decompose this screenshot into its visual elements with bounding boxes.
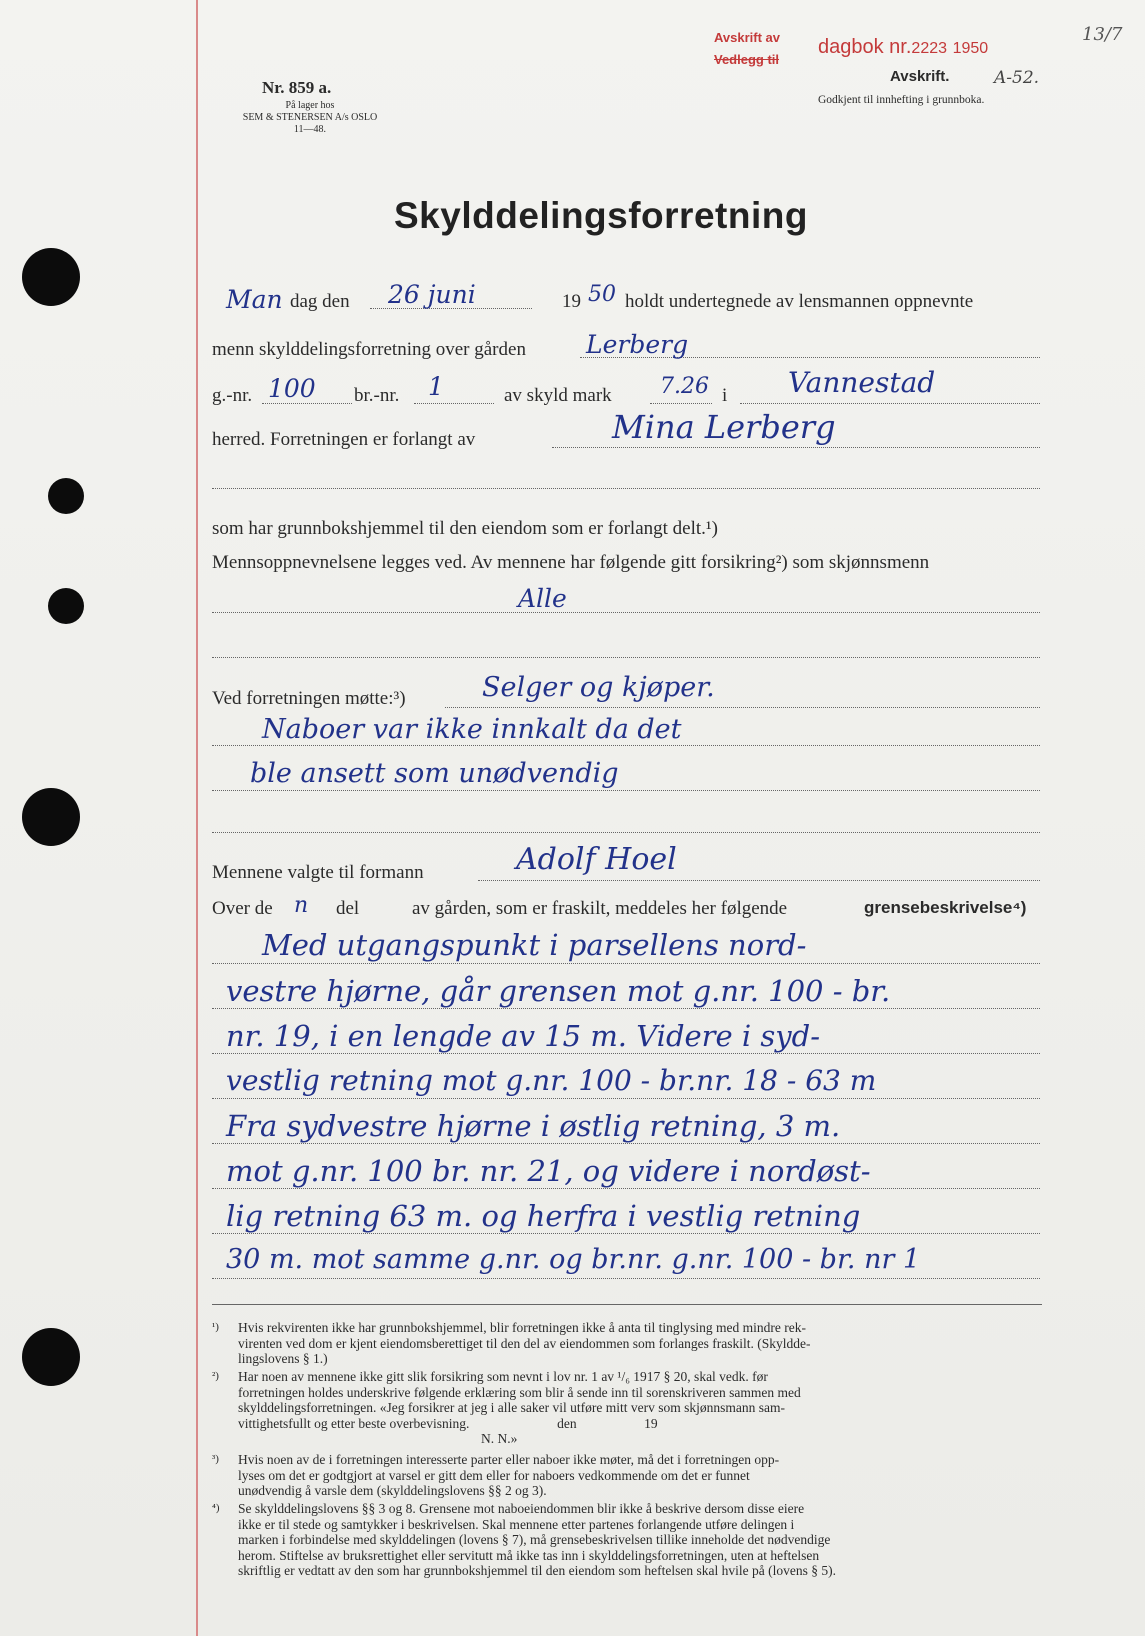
printer-imprint: På lager hos SEM & STENERSEN A/s OSLO 11—48. [242,100,378,135]
form-number: Nr. 859 a. [262,78,332,97]
oppnevnelse-text: Mennsoppnevnelsene legges ved. Av mennene har følgende gitt forsikring²) som skjønnsmenn [212,552,930,573]
line1-rest: holdt undertegnede av lensmannen oppnevnte [625,291,974,312]
grense-line: Med utgangspunkt i parsellens nord- [262,928,807,962]
bnr-value: 1 [428,372,444,401]
skyld-value: 7.26 [660,374,709,399]
date-handwritten: 26 juni [388,280,476,309]
mote-line: ble ansett som unødvendig [250,758,619,789]
grense-label: grensebeskrivelse⁴) [864,898,1027,917]
punch-hole [48,588,84,624]
year-prefix: 19 [562,291,581,312]
date-note: 13/7 [1082,24,1123,45]
day-suffix: dag den [290,291,350,312]
over-del: del [336,898,360,919]
punch-hole [22,1328,80,1386]
over-hand: n [294,893,309,918]
stamp-vedlegg-til: Vedlegg til [714,52,780,67]
formann-label: Mennene valgte til formann [212,862,424,883]
stamp-avskrift-av: Avskrift av [714,30,780,45]
grense-line: nr. 19, i en lengde av 15 m. Videre i syd- [226,1019,821,1053]
i-label: i [722,385,728,406]
avskrift-label: Avskrift. [890,68,950,85]
year-suffix: 50 [588,282,616,307]
over-rest: av gården, som er fraskilt, meddeles her følgende [412,898,788,919]
stamp-dagbok: dagbok nr.2223 1950 [818,36,989,58]
red-margin-line [196,0,198,1636]
punch-hole [22,248,80,306]
footnote-divider [212,1304,1042,1305]
formann-value: Adolf Hoel [516,842,677,877]
mote-line: Selger og kjøper. [482,672,715,703]
herred-value: Vannestad [788,366,936,399]
day-prefix: Man [226,285,283,314]
bnr-label: br.-nr. [354,385,400,406]
grense-line: lig retning 63 m. og herfra i vestlig retning [226,1199,861,1233]
requester: Mina Lerberg [612,408,836,446]
herred-label: herred. Forretningen er forlangt av [212,429,476,450]
mote-line: Naboer var ikke innkalt da det [262,714,682,745]
grunnbok-text: som har grunnbokshjemmel til den eiendom som er forlangt delt.¹) [212,518,718,539]
mote-label: Ved forretningen møtte:³) [212,688,406,709]
gnr-value: 100 [268,374,316,403]
punch-hole [22,788,80,846]
grense-line: vestlig retning mot g.nr. 100 - br.nr. 18 - 63 m [226,1064,877,1097]
document-title: Skylddelingsforretning [394,195,808,236]
skyld-label: av skyld mark [504,385,612,406]
gnr-label: g.-nr. [212,385,253,406]
forsikring-value: Alle [518,584,567,613]
over-prefix: Over de [212,898,273,919]
farm-name: Lerberg [586,330,689,359]
grense-line: 30 m. mot samme g.nr. og br.nr. g.nr. 100 - br. nr 1 [226,1244,921,1275]
document-page: Nr. 859 a. På lager hos SEM & STENERSEN A/s OSLO 11—48. Avskrift av Vedlegg til dagbok nr.2223 1950 13/7 Avskrift. A-52. Godkjent til innhefting i grunnboka. Skylddelingsforretning Man dag den 26 juni 19 50 holdt undertegnede av lensmannen oppnevnte menn skylddelingsforretning over gården Lerberg g.-nr. 100 br.-nr. 1 av skyld mark 7.26 i Vannestad herred. Forretningen er forlangt av Mina Lerberg som har grunnbokshjemmel til den eiendom som er forlangt delt.¹) Mennsoppnevnelsene legges ved. Av mennene har følgende gitt forsikring²) som skjønnsmenn Alle Ved forretningen møtte:³) Selger og kjøper. Naboer var ikke innkalt da det ble ansett som unødvendig Mennene valgte til formann Adolf Hoel Over de n del av gården, som er fraskilt, meddeles her følgende grensebeskrivelse⁴) Med utgangspunkt i parsellens nord- vestre hjørne, går grensen mot g.nr. 100 - br. nr. 19, i en lengde av 15 m. Videre i syd- vestlig retning mot g.nr. 100 - br.nr. 18 - 63 m Fra sydvestre hjørne i østlig retning, 3 m. mot g.nr. 100 br. nr. 21, og videre i nordøst- lig retning 63 m. og herfra i vestlig retning 30 m. mot samme g.nr. og br.nr. g.nr. 100 - br. nr 1 ¹) Hvis rekvirenten ikke har grunnbokshjemmel, blir forretningen ikke å anta til tinglysing med mindre rek- virenten ved dom er kjent eiendomsberettiget til den del av eiendommen som forlanges fraskilt. (Skyldde- lingslovens § 1.) ²) Har noen av mennene ikke gitt slik forsikring som nevnt i lov nr. 1 av ¹/₆ 1917 § 20, skal vedk. før forretningen holdes underskrive følgende erklæring som blir å sende inn til sorenskriveren sammen med skylddelingsforretningen. «Jeg forsikrer at jeg i alle saker vil utføre mitt verv som skjønnsmann sam- vittighetsfullt og etter beste overbevisning. den 19 N. N.» ³) Hvis noen av de i forretningen interesserte parter eller naboer ikke møter, må det i forretningen opp- lyses om det er godtgjort at varsel er gitt dem eller for naboers vedkommende om det er funnet unødvendig å varsle dem (skylddelingslovens §§ 2 og 3). ⁴) Se skylddelingslovens §§ 3 og 8. Grensene mot naboeiendommen blir ikke å beskrive dersom disse eiere ikke er til stede og samtykker i beskrivelsen. Skal mennene etter partenes forlangende utføre delingen i marken i forbindelse med skylddelingen (lovens § 7), må grensebeskrivelsen tillike inneholde det nødvendige herom. Stiftelse av bruksrettighet eller servitutt må ikke tas inn i skylddelingsforretningen, uten at heftelsen skriftlig er vedtatt av den som har grunnbokshjemmel til den eiendom som heftelsen skal hvile på (lovens § 5). [0,0,1145,1636]
avskrift-code: A-52. [994,68,1040,88]
grense-line: vestre hjørne, går grensen mot g.nr. 100 - br. [226,974,891,1008]
grense-line: Fra sydvestre hjørne i østlig retning, 3 m. [226,1109,841,1143]
punch-hole [48,478,84,514]
gaard-label: menn skylddelingsforretning over gården [212,339,526,360]
grense-line: mot g.nr. 100 br. nr. 21, og videre i nordøst- [226,1154,871,1188]
approval-text: Godkjent til innhefting i grunnboka. [818,94,985,106]
